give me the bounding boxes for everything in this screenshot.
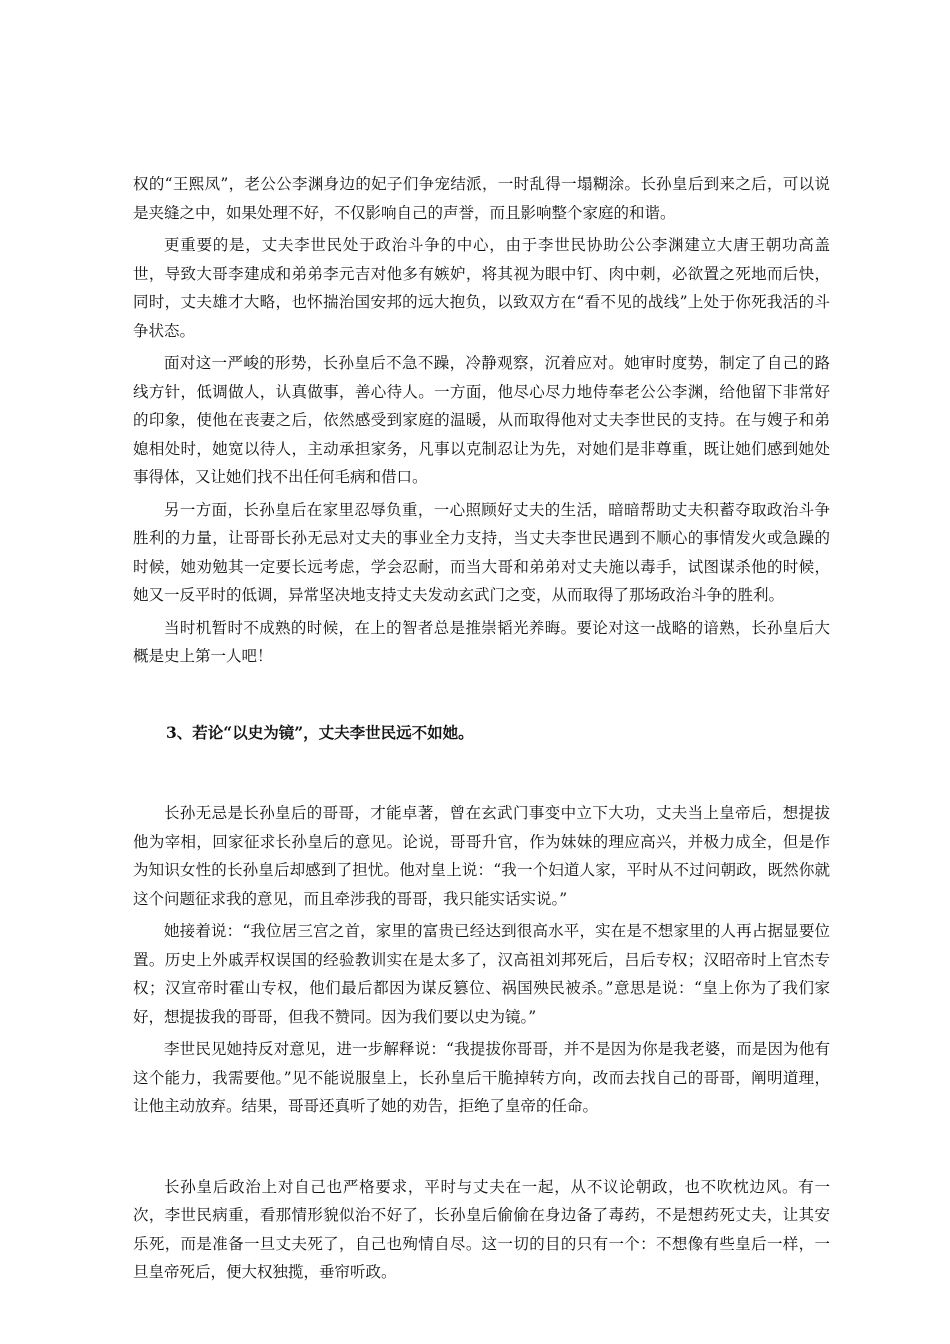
- section-heading: 3、若论“以史为镜”，丈夫李世民远不如她。: [166, 722, 474, 742]
- paragraph: 她接着说：“我位居三宫之首，家里的富贵已经达到很高水平，实在是不想家里的人再占据显要位置。历史上外戚弄权误国的经验教训实在是太多了，汉高祖刘邦死后，吕后专权；汉昭帝时上官杰专权；汉宣帝时霍山专权，他们最后都因为谋反篡位、祸国殃民被杀。”意思是说：“皇上你为了我们家好，想提拔我的哥哥，但我不赞同。因为我们要以史为镜。”: [133, 922, 830, 1026]
- paragraph: 更重要的是，丈夫李世民处于政治斗争的中心，由于李世民协助公公李渊建立大唐王朝功高盖世，导致大哥李建成和弟弟李元吉对他多有嫉妒，将其视为眼中钉、肉中刺，必欲置之死地而后快，同时，丈夫雄才大略，也怀揣治国安邦的远大抱负，以致双方在“看不见的战线”上处于你死我活的斗争状态。: [133, 236, 830, 340]
- document-body: [133, 170, 830, 1291]
- paragraph: 长孙无忌是长孙皇后的哥哥，才能卓著，曾在玄武门事变中立下大功，丈夫当上皇帝后，想提拔他为宰相，回家征求长孙皇后的意见。论说，哥哥升官，作为妹妹的理应高兴，并极力成全，但是作为知识女性的长孙皇后却感到了担忧。他对皇上说：“我一个妇道人家，平时从不过问朝政，既然你就这个问题征求我的意见，而且牵涉我的哥哥，我只能实话实说。”: [133, 804, 830, 908]
- paragraph: 李世民见她持反对意见，进一步解释说：“我提拔你哥哥，并不是因为你是我老婆，而是因为他有这个能力，我需要他。”见不能说服皇上，长孙皇后干脆掉转方向，改而去找自己的哥哥，阐明道理，让他主动放弃。结果，哥哥还真听了她的劝告，拒绝了皇帝的任命。: [133, 1040, 830, 1115]
- paragraph: 权的“王熙凤”，老公公李渊身边的妃子们争宠结派，一时乱得一塌糊涂。长孙皇后到来之后，可以说是夹缝之中，如果处理不好，不仅影响自己的声誉，而且影响整个家庭的和谐。: [133, 175, 830, 222]
- paragraph: 长孙皇后政治上对自己也严格要求，平时与丈夫在一起，从不议论朝政，也不吹枕边风。有一次，李世民病重，看那情形貌似治不好了，长孙皇后偷偷在身边备了毒药，不是想药死丈夫，让其安乐死，而是准备一旦丈夫死了，自己也殉情自尽。这一切的目的只有一个：不想像有些皇后一样，一旦皇帝死后，便大权独揽，垂帘听政。: [133, 1177, 830, 1281]
- paragraph: 当时机暂时不成熟的时候，在上的智者总是推崇韬光养晦。要论对这一战略的谙熟，长孙皇后大概是史上第一人吧！: [133, 618, 830, 665]
- paragraph: 另一方面，长孙皇后在家里忍辱负重，一心照顾好丈夫的生活，暗暗帮助丈夫积蓄夺取政治斗争胜利的力量，让哥哥长孙无忌对丈夫的事业全力支持，当丈夫李世民遇到不顺心的事情发火或急躁的时候，她劝勉其一定要长远考虑，学会忍耐，而当大哥和弟弟对丈夫施以毒手，试图谋杀他的时候，她又一反平时的低调，异常坚决地支持丈夫发动玄武门之变，从而取得了那场政治斗争的胜利。: [133, 500, 830, 604]
- paragraph: 面对这一严峻的形势，长孙皇后不急不躁，冷静观察，沉着应对。她审时度势，制定了自己的路线方针，低调做人，认真做事，善心待人。一方面，他尽心尽力地侍奉老公公李渊，给他留下非常好的印象，使他在丧妻之后，依然感受到家庭的温暖，从而取得他对丈夫李世民的支持。在与嫂子和弟媳相处时，她宽以待人，主动承担家务，凡事以克制忍让为先，对她们是非尊重，既让她们感到她处事得体，又让她们找不出任何毛病和借口。: [133, 354, 830, 486]
